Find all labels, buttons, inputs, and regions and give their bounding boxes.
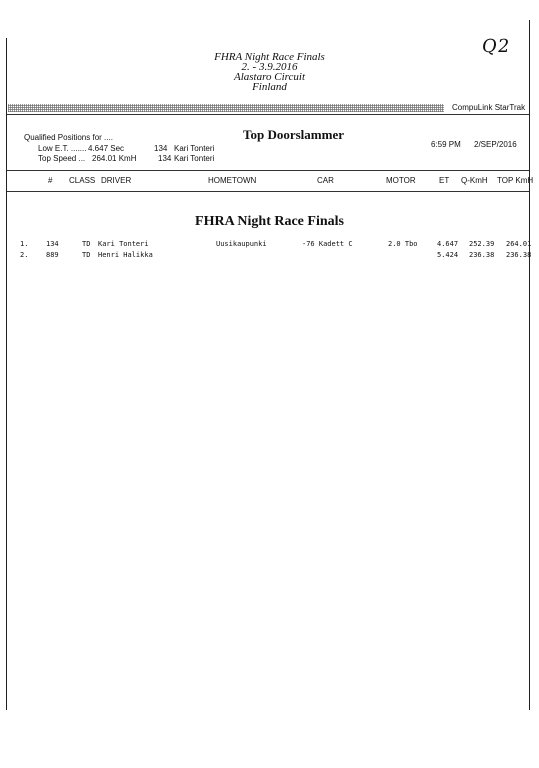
class-title: Top Doorslammer xyxy=(243,127,344,142)
columns-top-rule xyxy=(7,170,529,171)
row-car-number: 134 xyxy=(46,240,59,248)
event-dates: 2. - 3.9.2016 xyxy=(241,61,298,73)
row-car: -76 Kadett C xyxy=(302,240,353,248)
top-speed-car: 134 xyxy=(158,154,172,163)
frame-left-border xyxy=(6,38,7,710)
row-car-number: 889 xyxy=(46,251,59,259)
column-header-hometown: HOMETOWN xyxy=(208,176,257,185)
row-topkmh: 264.01 xyxy=(506,240,532,248)
row-topkmh: 236.38 xyxy=(506,251,532,259)
handwritten-note: Q2 xyxy=(480,36,512,57)
row-et: 4.647 xyxy=(437,240,459,248)
report-date: 2/SEP/2016 xyxy=(474,140,517,149)
column-header-car: CAR xyxy=(317,176,334,185)
event-heading: FHRA Night Race Finals xyxy=(195,214,344,229)
column-header-driver: DRIVER xyxy=(101,176,132,185)
software-label: CompuLink StarTrak xyxy=(452,103,526,112)
top-speed-driver: Kari Tonteri xyxy=(174,154,215,163)
row-class: TD xyxy=(82,251,91,259)
event-country: Finland xyxy=(252,81,287,93)
event-venue: Alastaro Circuit xyxy=(234,71,305,83)
column-header-topkmh: TOP KmH xyxy=(497,176,534,185)
qualified-heading: Qualified Positions for .... xyxy=(24,133,113,142)
top-speed-value: 264.01 KmH xyxy=(92,154,137,163)
row-position: 2. xyxy=(20,251,29,259)
column-header-number: # xyxy=(48,176,53,185)
row-motor: 2.0 Tbo xyxy=(388,240,418,248)
row-hometown: Uusikaupunki xyxy=(216,240,267,248)
header-rule xyxy=(7,114,529,115)
low-et-car: 134 xyxy=(154,144,168,153)
row-qkmh: 252.39 xyxy=(469,240,495,248)
frame-right-border xyxy=(529,20,530,710)
columns-bottom-rule xyxy=(7,191,529,192)
row-et: 5.424 xyxy=(437,251,459,259)
column-header-class: CLASS xyxy=(69,176,96,185)
row-qkmh: 236.38 xyxy=(469,251,495,259)
row-driver: Henri Halikka xyxy=(98,251,153,259)
row-driver: Kari Tonteri xyxy=(98,240,149,248)
low-et-driver: Kari Tonteri xyxy=(174,144,215,153)
row-class: TD xyxy=(82,240,91,248)
column-header-qkmh: Q-KmH xyxy=(461,176,488,185)
column-header-motor: MOTOR xyxy=(386,176,416,185)
top-speed-label: Top Speed ... xyxy=(38,154,86,163)
column-header-et: ET xyxy=(439,176,450,185)
event-title: FHRA Night Race Finals xyxy=(214,51,325,63)
row-position: 1. xyxy=(20,240,29,248)
low-et-value: 4.647 Sec xyxy=(88,144,125,153)
low-et-label: Low E.T. ....... xyxy=(38,144,87,153)
dotted-divider xyxy=(8,104,444,112)
report-time: 6:59 PM xyxy=(431,140,461,149)
